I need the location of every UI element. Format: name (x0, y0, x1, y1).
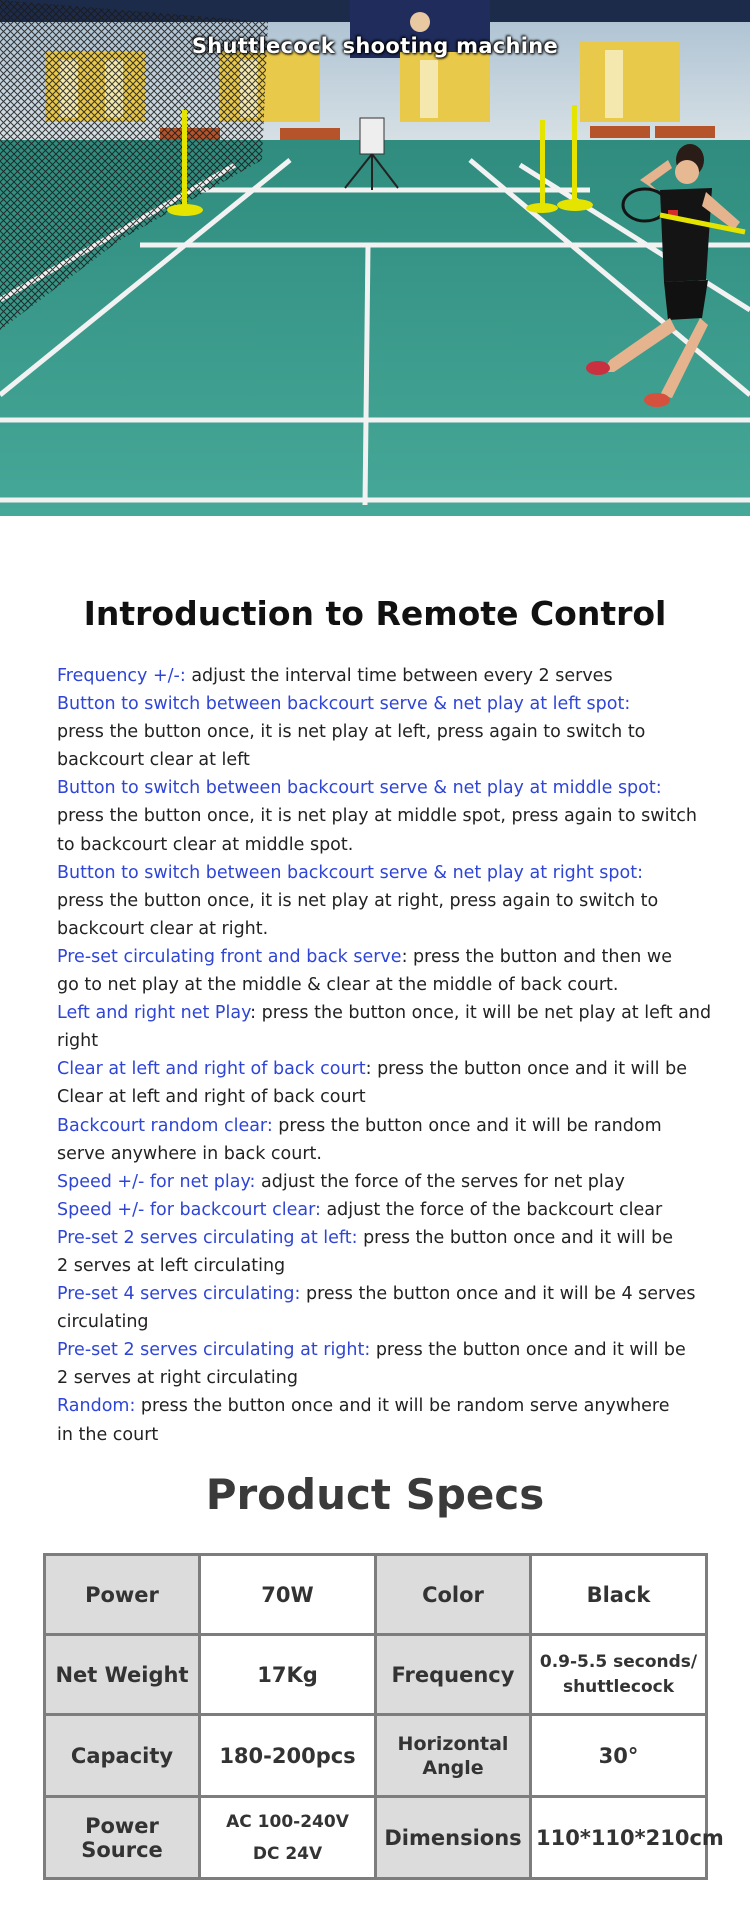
list-item (57, 1055, 737, 1111)
table-row (45, 1715, 707, 1797)
power-source-line: AC 100-240V (226, 1811, 349, 1832)
spec-key-frequency: Frequency (376, 1635, 531, 1715)
spec-value-capacity: 180-200pcs (200, 1715, 376, 1797)
list-item (57, 999, 737, 1055)
list-item (57, 1112, 737, 1168)
spec-value-frequency: 0.9-5.5 seconds/ shuttlecock (531, 1635, 707, 1715)
item-desc: adjust the interval time between every 2 serves (185, 666, 613, 686)
item-desc: to backcourt clear at middle spot. (57, 834, 354, 855)
hero-caption: Shuttlecock shooting machine (191, 34, 559, 58)
specs-title: Product Specs (205, 1470, 545, 1519)
item-desc: press the button once and it will be random (272, 1115, 662, 1136)
spec-key-capacity: Capacity (45, 1715, 200, 1797)
spec-key-net-weight: Net Weight (45, 1635, 200, 1715)
item-desc: press the button once and it will be 4 serves (300, 1284, 696, 1305)
item-desc: : press the button and then we (401, 946, 673, 967)
table-row (45, 1635, 707, 1715)
hero-photo (0, 0, 750, 516)
table-row (45, 1797, 707, 1879)
item-term: Clear at left and right of back court (57, 1059, 366, 1080)
spec-key-dimensions: Dimensions (376, 1797, 531, 1879)
list-item (57, 1196, 737, 1224)
item-term: Frequency +/-: (57, 666, 186, 686)
item-desc: press the button once and it will be random serve anywhere (135, 1396, 670, 1417)
list-item (57, 1336, 737, 1392)
spec-value-horizontal-angle: 30° (531, 1715, 707, 1797)
list-item (57, 1168, 737, 1196)
item-desc: : press the button once, it will be net play at left and right (57, 1003, 712, 1052)
item-desc: go to net play at the middle & clear at the middle of back court. (57, 975, 619, 996)
item-desc: press the button once and it will be (357, 1227, 673, 1248)
item-term: Backcourt random clear: (57, 1115, 273, 1136)
item-term: Random: (57, 1396, 136, 1417)
spec-value-power-source (200, 1797, 376, 1879)
item-desc: backcourt clear at left (57, 750, 250, 771)
intro-title: Introduction to Remote Control (83, 594, 667, 633)
badminton-court-scene (0, 0, 750, 516)
item-term: Left and right net Play (57, 1003, 251, 1024)
item-desc: press the button once, it is net play at left, press again to switch to (57, 722, 646, 743)
item-desc: serve anywhere in back court. (57, 1143, 322, 1164)
item-term: Button to switch between backcourt serve & net play at middle spot: (57, 778, 662, 799)
list-item (57, 943, 737, 999)
item-desc: adjust the force of the backcourt clear (320, 1199, 663, 1220)
spec-key-horizontal-angle: Horizontal Angle (376, 1715, 531, 1797)
item-term: Speed +/- for net play: (57, 1171, 256, 1192)
list-item (57, 1224, 737, 1280)
list-item (57, 1280, 737, 1336)
item-desc: 2 serves at left circulating (57, 1255, 286, 1276)
item-term: Pre-set 2 serves circulating at right: (57, 1340, 371, 1361)
list-item (57, 774, 737, 858)
spec-value-color: Black (531, 1555, 707, 1635)
item-desc: 2 serves at right circulating (57, 1368, 298, 1389)
item-desc: circulating (57, 1312, 149, 1333)
spec-value-net-weight: 17Kg (200, 1635, 376, 1715)
specs-table (43, 1553, 724, 1880)
power-source-line: DC 24V (252, 1843, 323, 1864)
item-term: Button to switch between backcourt serve & net play at left spot: (57, 694, 631, 715)
spec-value-dimensions: 110*110*210cm (531, 1797, 707, 1879)
spec-value-power: 70W (200, 1555, 376, 1635)
table-row (45, 1555, 707, 1635)
item-term: Pre-set 2 serves circulating at left: (57, 1227, 358, 1248)
item-desc: : press the button once and it will be (365, 1059, 687, 1080)
item-term: Button to switch between backcourt serve & net play at right spot: (57, 862, 643, 883)
item-desc: press the button once, it is net play at middle spot, press again to switch (57, 806, 698, 827)
spec-key-power-source: Power Source (45, 1797, 200, 1879)
item-desc: in the court (57, 1424, 159, 1445)
item-desc: Clear at left and right of back court (57, 1087, 366, 1108)
item-desc: adjust the force of the serves for net play (255, 1171, 625, 1192)
list-item (57, 859, 737, 943)
item-term: Pre-set circulating front and back serve (57, 946, 402, 967)
remote-control-list (57, 662, 737, 1449)
list-item (57, 690, 737, 774)
spec-key-power: Power (45, 1555, 200, 1635)
spec-key-color: Color (376, 1555, 531, 1635)
item-term: Pre-set 4 serves circulating: (57, 1284, 301, 1305)
item-desc: press the button once and it will be (370, 1340, 686, 1361)
list-item (57, 1392, 737, 1448)
item-desc: press the button once, it is net play at right, press again to switch to (57, 890, 659, 911)
item-term: Speed +/- for backcourt clear: (57, 1199, 321, 1220)
list-item (57, 662, 737, 690)
item-desc: backcourt clear at right. (57, 918, 269, 939)
